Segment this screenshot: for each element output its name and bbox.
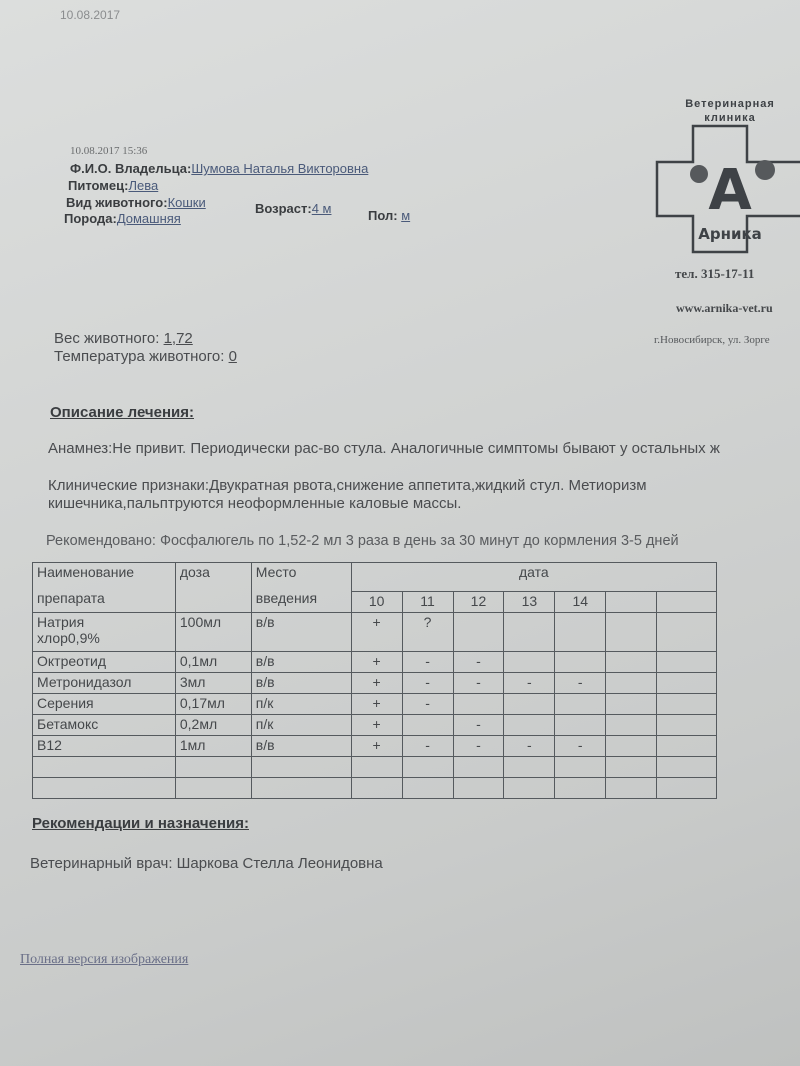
clinic-logo xyxy=(655,90,800,290)
temperature-line xyxy=(54,348,237,365)
drug-dose: 0,2мл xyxy=(175,715,251,736)
drug-dose: 3мл xyxy=(175,673,251,694)
mark-cell xyxy=(606,613,657,652)
mark-cell xyxy=(402,715,453,736)
age-label: Возраст: xyxy=(255,201,312,216)
date-cell xyxy=(606,592,657,613)
vet-signature: Ветеринарный врач: Шаркова Стелла Леонидовна xyxy=(30,855,383,872)
drug-route: в/в xyxy=(251,652,351,673)
drug-dose: 100мл xyxy=(175,613,251,652)
mark-cell xyxy=(504,694,555,715)
clinic-name: Арника xyxy=(698,225,762,243)
mark-cell: - xyxy=(402,736,453,757)
mark-cell: - xyxy=(504,673,555,694)
date-cell: 14 xyxy=(555,592,606,613)
mark-cell xyxy=(606,736,657,757)
table-row xyxy=(33,613,717,652)
drug-route: п/к xyxy=(251,715,351,736)
clinical-signs-line2: кишечника,пальптруются неоформленные каловые массы. xyxy=(48,495,462,512)
weight-value: 1,72 xyxy=(163,330,193,347)
drug-name: В12 xyxy=(33,736,176,757)
mark-cell: + xyxy=(351,613,402,652)
header-route xyxy=(251,563,351,613)
drug-name: Серения xyxy=(33,694,176,715)
mark-cell xyxy=(606,694,657,715)
drug-route: в/в xyxy=(251,736,351,757)
drug-route: в/в xyxy=(251,673,351,694)
table-row xyxy=(33,652,717,673)
mark-cell: - xyxy=(453,673,504,694)
mark-cell: - xyxy=(402,652,453,673)
mark-cell: - xyxy=(453,715,504,736)
clinic-website: www.arnika-vet.ru xyxy=(676,301,773,315)
table-row-empty xyxy=(33,778,717,799)
doc-datetime: 10.08.2017 15:36 xyxy=(70,145,148,157)
weight-label: Вес животного: xyxy=(54,330,164,347)
header-name xyxy=(33,563,176,613)
drug-name: Бетамокс xyxy=(33,715,176,736)
drug-name: Натрия хлор0,9% xyxy=(33,613,176,652)
date-cell: 13 xyxy=(504,592,555,613)
table-row xyxy=(33,673,717,694)
mark-cell xyxy=(555,694,606,715)
medication-table xyxy=(32,562,717,799)
table-row-empty xyxy=(33,757,717,778)
mark-cell: - xyxy=(555,673,606,694)
mark-cell: + xyxy=(351,736,402,757)
mark-cell xyxy=(657,694,717,715)
clinic-letter: А xyxy=(708,158,752,223)
pet-value: Лева xyxy=(128,178,159,193)
mark-cell xyxy=(504,613,555,652)
mark-cell: + xyxy=(351,715,402,736)
age-value: 4 м xyxy=(311,201,332,216)
breed-value: Домашняя xyxy=(116,211,181,226)
weight-line xyxy=(54,330,193,347)
mark-cell: - xyxy=(555,736,606,757)
drug-dose: 0,1мл xyxy=(175,652,251,673)
date-cell xyxy=(657,592,717,613)
pet-label: Питомец: xyxy=(68,178,129,193)
sex-line xyxy=(368,208,410,223)
sex-label: Пол: xyxy=(368,208,398,223)
recommendations-title: Рекомендации и назначения: xyxy=(32,815,249,832)
clinic-line1: Ветеринарная xyxy=(685,98,775,110)
recommended-text: Рекомендовано: Фосфалюгель по 1,52-2 мл 3 раза в день за 30 минут до кормления 3-5 дней xyxy=(46,533,679,549)
drug-route: в/в xyxy=(251,613,351,652)
anamnesis-text: Анамнез:Не привит. Периодически рас-во стула. Аналогичные симптомы бывают у остальных ж xyxy=(48,440,720,457)
header-name-line2: препарата xyxy=(37,590,105,606)
clinical-signs-line1: Клинические признаки:Двукратная рвота,снижение аппетита,жидкий стул. Метиоризм xyxy=(48,477,647,494)
temperature-value: 0 xyxy=(228,348,237,365)
clinic-phone: тел. 315-17-11 xyxy=(675,266,755,281)
sex-value: м xyxy=(401,208,411,223)
mark-cell xyxy=(657,715,717,736)
mark-cell: + xyxy=(351,652,402,673)
mark-cell xyxy=(606,652,657,673)
table-row xyxy=(33,715,717,736)
date-cell: 10 xyxy=(351,592,402,613)
clinic-line2: клиника xyxy=(704,112,756,124)
header-date: дата xyxy=(351,563,716,592)
mark-cell xyxy=(504,715,555,736)
pet-line xyxy=(68,178,158,193)
mark-cell xyxy=(606,715,657,736)
drug-route: п/к xyxy=(251,694,351,715)
mark-cell: - xyxy=(504,736,555,757)
clinic-address: г.Новосибирск, ул. Зорге xyxy=(654,334,770,346)
mark-cell xyxy=(606,673,657,694)
owner-value: Шумова Наталья Викторовна xyxy=(191,161,369,176)
mark-cell xyxy=(555,613,606,652)
mark-cell: - xyxy=(453,652,504,673)
header-route-line1: Место xyxy=(255,564,297,580)
owner-line xyxy=(70,161,368,176)
mark-cell xyxy=(657,736,717,757)
treatment-title: Описание лечения: xyxy=(50,404,194,421)
mark-cell xyxy=(657,673,717,694)
mark-cell xyxy=(657,613,717,652)
drug-dose: 0,17мл xyxy=(175,694,251,715)
header-name-line1: Наименование xyxy=(37,564,135,580)
temperature-label: Температура животного: xyxy=(54,348,229,365)
print-date: 10.08.2017 xyxy=(60,8,121,22)
owner-label: Ф.И.О. Владельца: xyxy=(70,161,192,176)
species-value: Кошки xyxy=(167,195,206,210)
mark-cell xyxy=(555,715,606,736)
age-line xyxy=(255,201,332,216)
mark-cell: - xyxy=(453,736,504,757)
date-cell: 11 xyxy=(402,592,453,613)
mark-cell: - xyxy=(402,694,453,715)
header-route-line2: введения xyxy=(255,590,318,606)
table-row xyxy=(33,736,717,757)
mark-cell xyxy=(453,694,504,715)
breed-label: Порода: xyxy=(64,211,117,226)
breed-line xyxy=(64,211,181,226)
mark-cell: - xyxy=(402,673,453,694)
mark-cell: + xyxy=(351,673,402,694)
table-row xyxy=(33,694,717,715)
mark-cell xyxy=(453,613,504,652)
date-cell: 12 xyxy=(453,592,504,613)
drug-name: Метронидазол xyxy=(33,673,176,694)
header-dose: доза xyxy=(175,563,251,613)
species-line xyxy=(66,195,206,210)
table-header-row xyxy=(33,563,717,592)
full-version-link[interactable]: Полная версия изображения xyxy=(20,952,189,967)
mark-cell xyxy=(504,652,555,673)
mark-cell: ? xyxy=(402,613,453,652)
drug-dose: 1мл xyxy=(175,736,251,757)
species-label: Вид животного: xyxy=(66,195,168,210)
mark-cell xyxy=(555,652,606,673)
mark-cell xyxy=(657,652,717,673)
drug-name: Октреотид xyxy=(33,652,176,673)
mark-cell: + xyxy=(351,694,402,715)
